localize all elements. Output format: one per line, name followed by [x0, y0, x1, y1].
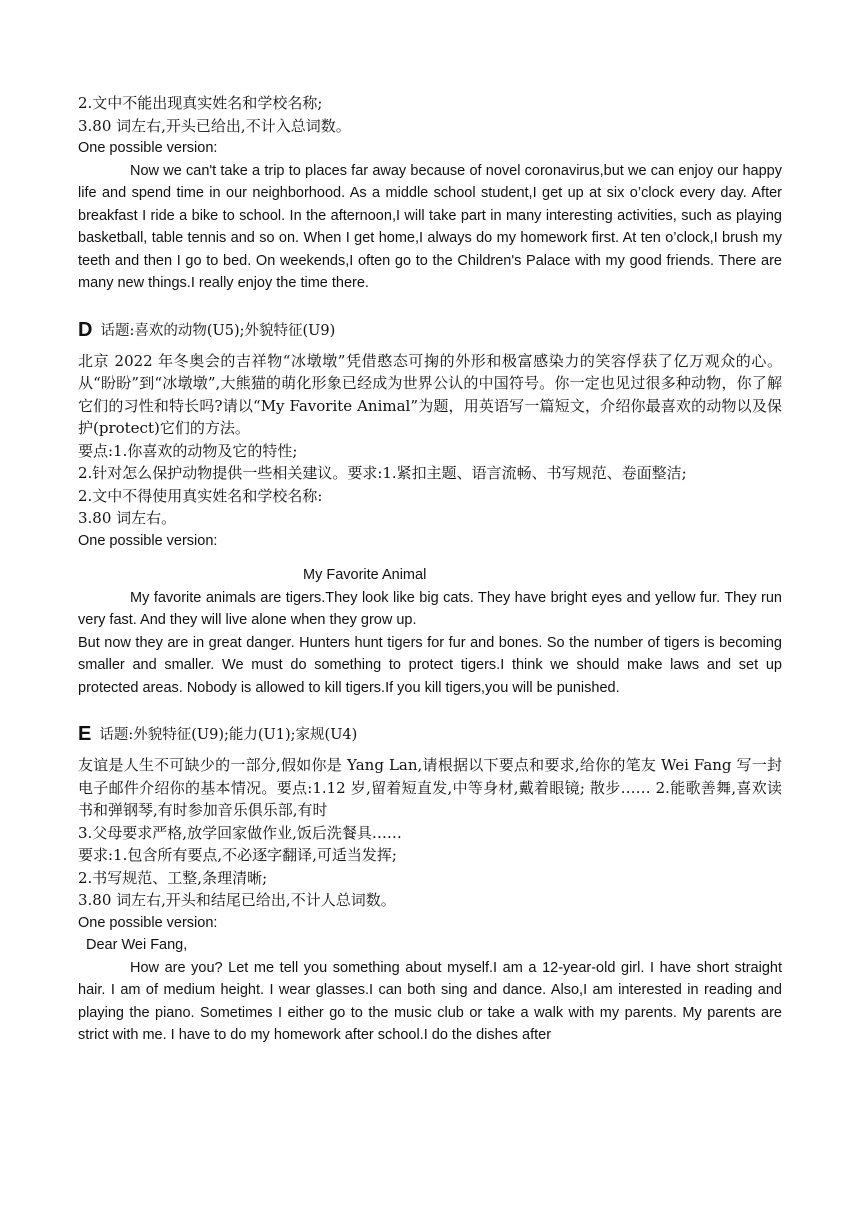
section-d — [78, 317, 782, 700]
essay-paragraph: How are you? Let me tell you something about myself.I am a 12-year-old girl. I have short straight hair. I am of medium height. I wear glasses.I can both sing and dance. Also,I am interested in reading and playing the piano. Sometimes I either go to the music club or take a walk with my parents. My parents are strict with me. I have to do my homework after school.I do the dishes after — [78, 959, 782, 1043]
essay-paragraph: Now we can't take a trip to places far away because of novel coronavirus,but we can enjoy our happy life and spend time in our neighborhood. As a middle school student,I get up at six o’clock every day. After breakfast I ride a bike to school. In the afternoon,I will take part in many interesting activities, such as playing basketball, table tennis and so on. When I get home,I always do my homework first. At ten o’clock,I brush my teeth and then I go to bed. On weekends,I often go to the Children's Palace with my good friends. There are many new things.I really enjoy the time there. — [78, 162, 782, 291]
essay-title: My Favorite Animal — [303, 567, 427, 583]
requirement-3: 3.80 词左右,开头和结尾已给出,不计人总词数。 — [78, 891, 396, 909]
section-letter: E — [78, 723, 92, 745]
requirement-3: 3.80 词左右。 — [78, 509, 177, 527]
key-point-3: 3.父母要求严格,放学回家做作业,饭后洗餐具…… — [78, 823, 402, 842]
version-label: One possible version: — [78, 532, 218, 549]
version-label: One possible version: — [78, 140, 218, 156]
task-prompt: 友谊是人生不可缺少的一部分,假如你是 Yang Lan,请根据以下要点和要求,给你的笔友 Wei Fang 写一封电子邮件介绍你的基本情况。要点:1.12 岁,留着短直发,中等身材,戴着眼镜; 散步…… 2.能歌善舞,喜欢读书和弹钢琴,有时参加音乐俱乐部,有时 — [78, 756, 782, 819]
version-label: One possible version: — [78, 914, 218, 931]
requirement-1: 要求:1.包含所有要点,不必逐字翻译,可适当发挥; — [78, 846, 397, 864]
task-prompt: 北京 2022 年冬奥会的吉祥物“冰墩墩”凭借憨态可掬的外形和极富感染力的笑容俘获了亿万观众的心。从“盼盼”到“冰墩墩”,大熊猫的萌化形象已经成为世界公认的中国符号。你一定也见过很多种动物，你了解它们的习性和特长吗?请以“My Favorite Animal”为题，用英语写一篇短文，介绍你最喜欢的动物以及保护(protect)它们的方法。 — [78, 351, 782, 437]
section-letter: D — [78, 318, 93, 341]
requirement-3: 3.80 词左右,开头已给出,不计入总词数。 — [78, 116, 351, 135]
section-heading — [78, 721, 782, 748]
requirement-2: 2.文中不得使用真实姓名和学校名称: — [78, 486, 323, 505]
requirement-2: 2.文中不能出现真实姓名和学校名称; — [78, 94, 323, 112]
key-point-2: 2.针对怎么保护动物提供一些相关建议。要求:1.紧扣主题、语言流畅、书写规范、卷面整洁; — [78, 464, 687, 482]
letter-greeting: Dear Wei Fang, — [86, 937, 188, 953]
section-topic: 话题:喜欢的动物(U5);外貌特征(U9) — [100, 322, 336, 339]
essay-paragraph-1: My favorite animals are tigers.They look like big cats. They have bright eyes and yellow fur. They run very fast. And they will live alone when they grow up. — [78, 589, 782, 628]
document-page — [78, 92, 782, 1047]
section-heading — [78, 317, 782, 344]
section-c-tail — [78, 92, 782, 295]
requirement-2: 2.书写规范、工整,条理清晰; — [78, 868, 268, 887]
key-point-1: 要点:1.你喜欢的动物及它的特性; — [78, 441, 298, 460]
section-e — [78, 721, 782, 1047]
essay-paragraph-2: But now they are in great danger. Hunters hunt tigers for fur and bones. So the number of tigers is becoming smaller and smaller. We must do something to protect tigers.I think we should make laws and set up protected areas. Nobody is allowed to kill tigers.If you kill tigers,you will be punished. — [78, 634, 782, 696]
section-topic: 话题:外貌特征(U9);能力(U1);家规(U4) — [99, 727, 358, 743]
